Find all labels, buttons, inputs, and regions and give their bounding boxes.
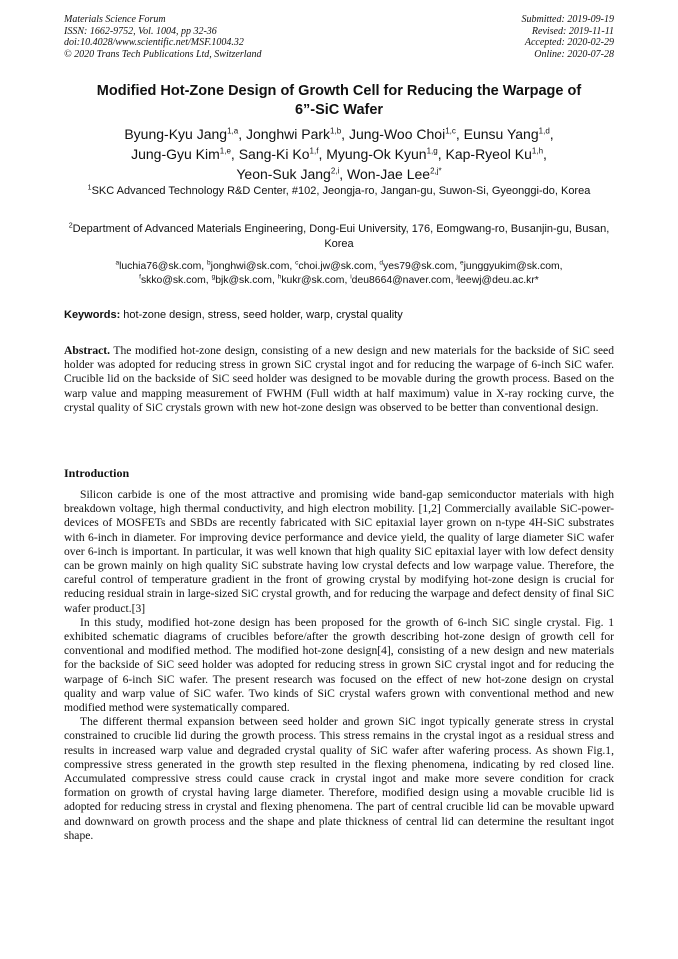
- abstract-label: Abstract.: [64, 344, 111, 357]
- journal-copyright: © 2020 Trans Tech Publications Ltd, Switzerland: [64, 48, 262, 60]
- date-accepted: Accepted: 2020-02-29: [524, 37, 614, 48]
- author: Sang-Ki Ko$^{1,f}$: [238, 146, 319, 162]
- author: Jonghwi Park$^{1,b}$: [245, 126, 342, 142]
- paragraph: Silicon carbide is one of the most attractive and promising wide band-gap semiconductor materials with high breakdown voltage, high thermal conductivity, and high electron mobility. [1,2] Commercially available SiC-power-devices of MOSFETs and SBDs are recently fabricated with SiC epitaxial layer grown on n-type 4H-SiC substrates with 6-inch in diameter. For improving device performance and device yield, the quality of large diameter SiC wafer over 6-inch is important. In particular, it was well known that high quality SiC epitaxial layer with low defect density can be grown mainly on high quality SiC substrate having low crystal defects and low warpage value. Therefore, the careful control of temperature gradient in the front of growing crystal by modifying hot-zone design is crucial for reducing residual strain in large-sized SiC crystal growth, and for reducing the warpage and defect density of final SiC wafer product.[3]: [64, 488, 615, 615]
- author: Kap-Ryeol Ku$^{1,h}$: [445, 146, 544, 162]
- date-submitted: Submitted: 2019-09-19: [521, 14, 614, 25]
- keywords-text: hot-zone design, stress, seed holder, warp, crystal quality: [120, 309, 403, 321]
- email: $^b$jonghwi@sk.com: [207, 259, 290, 272]
- author: Eunsu Yang$^{1,d}$: [463, 126, 550, 142]
- journal-doi: doi:10.4028/www.scientific.net/MSF.1004.32: [64, 37, 244, 48]
- author-list: Byung-Kyu Jang$^{1,a}$, Jonghwi Park$^{1,b}$, Jung-Woo Choi$^{1,c}$, Eunsu Yang$^{1,d}$, Jung-Gyu Kim$^{1,e}$, Sang-Ki Ko$^{1,f}$, Myung-Ok Kyun$^{1,g}$, Kap-Ryeol Ku$^{1,h}$, Yeon-Suk Jang$^{2,i}$, Won-Jae Lee$^{2,j*}$: [124, 126, 554, 182]
- journal-info: [64, 14, 262, 60]
- introduction-body: [64, 488, 614, 843]
- journal-name: Materials Science Forum: [64, 14, 166, 25]
- paragraph: In this study, modified hot-zone design has been proposed for the growth of 6-inch SiC single crystal. Fig. 1 exhibited schematic diagrams of crucibles before/after the growth describing hot-zone design of growth cell for conventional and modified method. The modified hot-zone design[4], consisting of a new design and new materials for the backside of SiC seed holder was adopted for reducing stress in grown SiC crystal ingot and for reducing the warpage of 6-inch SiC wafer. The present research was focused on the effect of new hot-zone design on crystal quality and warp value of SiC wafer. Two kinds of SiC crystal wafers grown with conventional method and new modified method were systematically compared.: [64, 615, 614, 715]
- publication-dates: [522, 14, 615, 60]
- paragraph: The different thermal expansion between seed holder and grown SiC ingot typically generate stress in crystal constrained to crucible lid during the growth process. This stress remains in the crystal ingot as a residual stress and results in increased warp value and degraded crystal quality of SiC wafer after wafering process. As shown Fig.1, compressive stress generated in the growth step resulted in the flexing phenomena, indicating by red closed line. Accumulated compressive stress could cause crack in crystal ingot and make more severe condition for crack formation on growth of crystal having large diameter. Therefore, modified design using a movable crucible lid is adopted for reducing stress in crystal and flexing phenomena. The part of central crucible lid can be movable upward and downward on growth process and the shape and plate thickness of central lid can determine the resultant ingot shape.: [64, 715, 614, 842]
- email: $^d$yes79@sk.com: [379, 259, 455, 272]
- abstract-text: The modified hot-zone design, consisting of a new design and new materials for the backside of SiC seed holder was adopted for reducing stress in grown SiC crystal ingot and for reducing the warpage of 6-inch SiC wafer. Crucible lid on the backside of SiC seed holder was designed to be movable during the growth process. Based on the warp value and mapping measurement of FWHM (Full width at half maximum) value in X-ray rocking curve, the crystal quality of SiC crystals grown with new hot-zone design was observed to be better than conventional design.: [64, 344, 614, 414]
- email: $^h$kukr@sk.com: [277, 273, 345, 286]
- affiliation-1: $^1$SKC Advanced Technology R&D Center, #102, Jeongja-ro, Jangan-gu, Suwon-Si, Gyeonggi-do, Korea: [87, 184, 591, 197]
- email: $^e$junggyukim@sk.com: [460, 259, 560, 272]
- email: $^c$choi.jw@sk.com: [295, 259, 374, 272]
- author: Yeon-Suk Jang$^{2,i}$: [236, 166, 340, 182]
- email: $^a$luchia76@sk.com: [115, 259, 202, 272]
- author: Byung-Kyu Jang$^{1,a}$: [124, 126, 239, 142]
- keywords-label: Keywords:: [64, 309, 121, 321]
- title-line-2: 6”-SiC Wafer: [294, 102, 384, 118]
- author: Jung-Woo Choi$^{1,c}$: [348, 126, 456, 142]
- date-online: Online: 2020-07-28: [534, 48, 614, 60]
- affiliation-2: $^2$Department of Advanced Materials Engineering, Dong-Eui University, 176, Eomgwang-ro, Busanjin-gu, Busan, Korea: [68, 222, 610, 250]
- journal-issn: ISSN: 1662-9752, Vol. 1004, pp 32-36: [64, 25, 217, 37]
- title-line-1: Modified Hot-Zone Design of Growth Cell for Reducing the Warpage of: [96, 83, 582, 99]
- email: $^f$skko@sk.com: [139, 273, 206, 286]
- author: Won-Jae Lee$^{2,j*}$: [347, 166, 442, 182]
- email: $^i$deu8664@naver.com: [350, 273, 451, 286]
- paper-title: [60, 82, 618, 120]
- author: Myung-Ok Kyun$^{1,g}$: [326, 146, 438, 162]
- email: $^j$leewj@deu.ac.kr*: [456, 273, 539, 286]
- author-emails: $^a$luchia76@sk.com, $^b$jonghwi@sk.com, $^c$choi.jw@sk.com, $^d$yes79@sk.com, $^e$junggyukim@sk.com, $^f$skko@sk.com, $^g$bjk@sk.com, $^h$kukr@sk.com, $^i$deu8664@naver.com, $^j$leewj@deu.ac.kr*: [115, 259, 563, 286]
- email: $^g$bjk@sk.com: [211, 273, 272, 286]
- section-heading-introduction: Introduction: [64, 466, 130, 480]
- date-revised: Revised: 2019-11-11: [531, 25, 614, 37]
- author: Jung-Gyu Kim$^{1,e}$: [131, 146, 231, 162]
- keywords: [64, 308, 614, 322]
- abstract: [64, 344, 614, 415]
